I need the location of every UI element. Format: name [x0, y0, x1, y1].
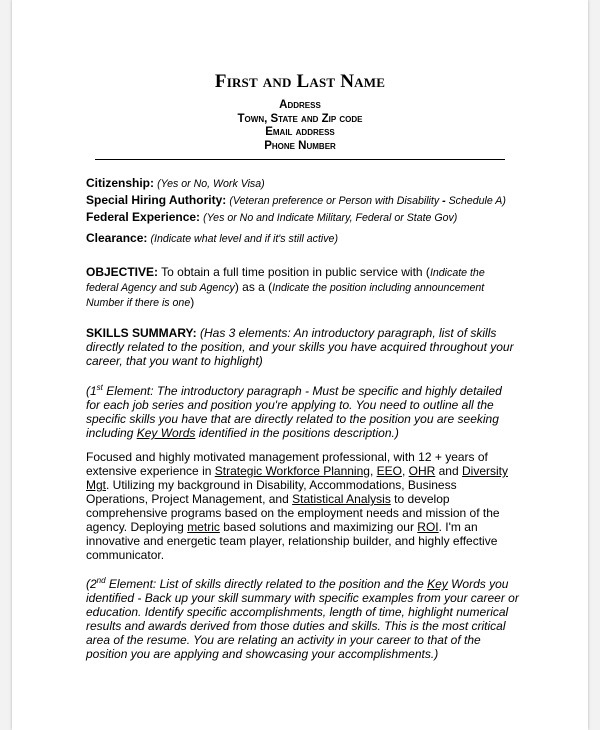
- element-2-line-2: identified - Back up your skill summary with specific examples from your career or: [86, 591, 519, 605]
- element-1-line-2: for each job series and position you're applying to. You need to outline all the: [86, 398, 494, 412]
- intro-line-3: [86, 478, 518, 492]
- candidate-name: First and Last Name: [214, 71, 386, 92]
- intro-text-4b: to develop: [390, 492, 450, 506]
- intro-line-5: comprehensive programs based on the employment needs and mission of the: [86, 506, 500, 520]
- citizenship-row: [86, 176, 265, 191]
- element-2-section: [86, 574, 518, 661]
- intro-text-6a: agency. Deploying: [86, 520, 188, 534]
- hiring-authority-value-b: Schedule A): [448, 195, 506, 207]
- intro-line-6: [86, 520, 518, 534]
- element-1-text-1: Element: The introductory paragraph - Must be specific and highly detailed: [102, 384, 502, 398]
- key-words-link[interactable]: Key Words: [136, 426, 196, 440]
- skills-line-2: directly related to the position, and your skills you have acquired throughout your: [86, 340, 514, 354]
- phone-line: Phone Number: [264, 140, 336, 152]
- element-2-open: (2: [86, 577, 97, 591]
- intro-and: and: [435, 464, 462, 478]
- intro-line-8: communicator.: [86, 548, 165, 562]
- element-1-open: (1: [86, 384, 97, 398]
- intro-line-1: Focused and highly motivated management professional, with 12 + years of: [86, 450, 488, 464]
- element-2-sup: nd: [96, 576, 106, 585]
- intro-sep-1: ,: [369, 464, 377, 478]
- intro-text-6b: based solutions and maximizing our: [219, 520, 418, 534]
- element-2-text-1b: Words you: [447, 577, 509, 591]
- statistical-analysis-link[interactable]: Statistical Analysis: [292, 492, 391, 506]
- element-2-line-3: education. Identify specific accomplishments, length of time, highlight numerical: [86, 605, 509, 619]
- objective-italic-4: Number if there is one: [86, 297, 191, 309]
- header-divider: [95, 159, 505, 160]
- hiring-authority-value: (Veteran preference or Person with Disability: [229, 195, 440, 207]
- skills-line-1: [86, 326, 518, 340]
- federal-experience-label: Federal Experience:: [86, 210, 201, 224]
- element-1-section: [86, 381, 518, 440]
- clearance-value: (Indicate what level and if it's still active): [150, 233, 338, 245]
- objective-line-3: [86, 295, 518, 310]
- objective-italic-2: federal Agency and sub Agency: [86, 282, 235, 294]
- hiring-authority-separator: -: [439, 195, 449, 207]
- intro-text-2a: extensive experience in: [86, 464, 215, 478]
- address-line: Address: [279, 99, 321, 111]
- objective-text-1: To obtain a full time position in public service with (: [158, 265, 430, 279]
- roi-link[interactable]: ROI: [417, 520, 439, 534]
- intro-text-6c: . I'm an: [438, 520, 478, 534]
- element-1-text-4a: including: [86, 426, 137, 440]
- objective-label: OBJECTIVE:: [86, 265, 159, 279]
- objective-line-2: [86, 280, 518, 295]
- element-2-line-1: [86, 574, 518, 591]
- element-2-text-1a: Element: List of skills directly related to the position and the: [105, 577, 428, 591]
- skills-label: SKILLS SUMMARY:: [86, 326, 197, 340]
- skills-summary-section: [86, 326, 518, 368]
- intro-sep-2: ,: [401, 464, 409, 478]
- intro-line-7: innovative and energetic team player, relationship builder, and highly effective: [86, 534, 498, 548]
- objective-italic-3: Indicate the position including announcement: [272, 282, 485, 294]
- town-line: Town, State and Zip code: [237, 113, 363, 125]
- element-2-line-6: position you are applying and showcasing your accomplishments.): [86, 647, 439, 661]
- element-1-line-3: specific skills you have that are directly related to the position you are seeking: [86, 412, 499, 426]
- hiring-authority-row: [86, 193, 506, 208]
- metric-link[interactable]: metric: [187, 520, 220, 534]
- objective-italic-1: Indicate the: [429, 267, 485, 279]
- objective-line-1: [86, 265, 518, 280]
- mgt-link[interactable]: Mgt: [86, 478, 107, 492]
- skills-line-3: career, that you want to highlight): [86, 354, 263, 368]
- eeo-link[interactable]: EEO: [376, 464, 402, 478]
- citizenship-label: Citizenship:: [86, 176, 154, 190]
- element-1-line-4: [86, 426, 518, 440]
- clearance-row: [86, 231, 338, 246]
- objective-text-2: ) as a (: [234, 280, 273, 294]
- element-1-text-4b: identified in the positions description.): [195, 426, 399, 440]
- strategic-workforce-link[interactable]: Strategic Workforce Planning: [214, 464, 370, 478]
- citizenship-value: (Yes or No, Work Visa): [157, 178, 265, 190]
- element-1-line-1: [86, 381, 518, 398]
- intro-text-4a: Operations, Project Management, and: [86, 492, 293, 506]
- skills-text-1: (Has 3 elements: An introductory paragraph, list of skills: [196, 326, 497, 340]
- objective-section: [86, 265, 518, 310]
- federal-experience-row: [86, 210, 457, 225]
- clearance-label: Clearance:: [86, 231, 148, 245]
- element-2-line-5: area of the resume. You are relating an activity in your career to that of the: [86, 633, 481, 647]
- email-line: Email address: [265, 126, 335, 138]
- ohr-link[interactable]: OHR: [408, 464, 436, 478]
- element-1-sup: st: [96, 383, 103, 392]
- federal-experience-value: (Yes or No and Indicate Military, Federal or State Gov): [203, 212, 458, 224]
- intro-paragraph: [86, 450, 518, 562]
- hiring-authority-label: Special Hiring Authority:: [86, 193, 227, 207]
- diversity-link[interactable]: Diversity: [462, 464, 509, 478]
- objective-text-3: ): [190, 295, 195, 309]
- element-2-line-4: results and awards derived from those duties and skills. This is the most critical: [86, 619, 506, 633]
- intro-line-2: [86, 464, 518, 478]
- intro-line-4: [86, 492, 518, 506]
- intro-text-3b: . Utilizing my background in Disability, Accommodations, Business: [106, 478, 457, 492]
- key-link[interactable]: Key: [427, 577, 448, 591]
